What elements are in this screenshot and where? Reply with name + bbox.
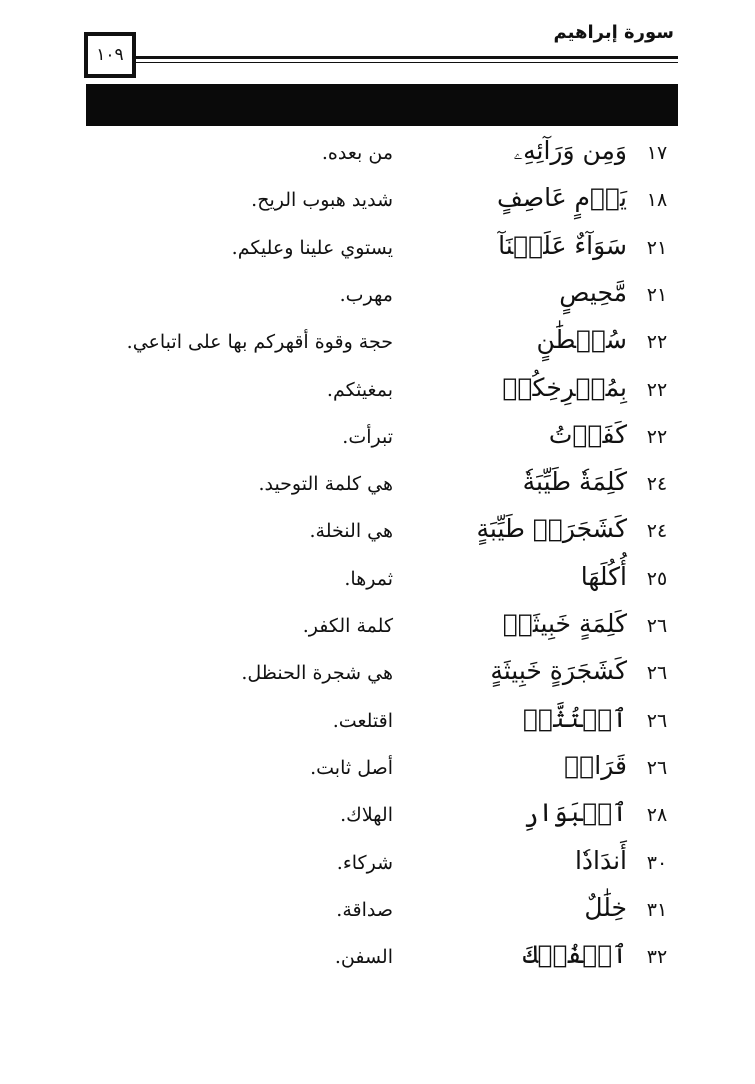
- quran-word: أُكُلَهَا: [580, 561, 627, 591]
- page-number: ١٠٩: [84, 32, 136, 78]
- word-meaning: شركاء.: [336, 851, 393, 874]
- word-meaning: من بعده.: [321, 142, 393, 164]
- quran-word: خِلَٰلٌ: [584, 892, 627, 922]
- verse-number: ٢٦: [646, 709, 668, 732]
- quran-word: كَلِمَةٗ طَيِّبَةٗ: [522, 467, 627, 497]
- quran-word: بِمُصۡرِخِكُمۡ: [502, 372, 627, 402]
- word-meaning: هي كلمة التوحيد.: [258, 473, 393, 496]
- verse-number: ٢٦: [646, 662, 668, 685]
- quran-word: ٱلۡبَوَارِ: [523, 798, 627, 828]
- surah-title: سورة إبراهيم: [553, 22, 674, 43]
- quran-word: أَندَادٗا: [574, 845, 627, 875]
- word-meaning: كلمة الكفر.: [302, 615, 393, 637]
- quran-word: يَوۡمٍ عَاصِفٍ: [496, 183, 627, 213]
- word-meaning: صداقة.: [336, 898, 393, 921]
- list-item: [0, 702, 755, 748]
- word-meaning: اقتلعت.: [332, 709, 393, 732]
- list-item: [0, 181, 755, 227]
- verse-number: ٢٢: [646, 425, 668, 448]
- quran-word: سُلۡطَٰنٍ: [536, 325, 627, 355]
- quran-word: مَّحِيصٍ: [559, 277, 627, 307]
- word-meaning: هي شجرة الحنظل.: [241, 662, 393, 685]
- verse-number: ٣١: [646, 898, 668, 921]
- word-meaning: هي النخلة.: [309, 520, 393, 543]
- verse-number: ١٨: [646, 189, 668, 212]
- list-item: [0, 891, 755, 937]
- verse-number: ٢٢: [646, 331, 668, 354]
- quran-word: وَمِن وَرَآئِهِۦ: [513, 136, 627, 165]
- verse-number: ٢٢: [646, 378, 668, 401]
- list-item: [0, 465, 755, 511]
- verse-number: ٢٤: [646, 520, 668, 543]
- word-meaning: مهرب.: [339, 283, 393, 306]
- quran-word: كَشَجَرَةٍ خَبِيثَةٍ: [490, 656, 627, 686]
- quran-word: كَشَجَرَةٖ طَيِّبَةٍ: [476, 514, 627, 544]
- quran-word: كَفَرۡتُ: [548, 419, 627, 449]
- word-meaning: بمغيثكم.: [326, 378, 393, 401]
- quran-word: كَلِمَةٍ خَبِيثَةٖ: [502, 609, 627, 638]
- verse-number: ٢١: [646, 236, 668, 259]
- list-item: [0, 796, 755, 842]
- word-meaning: السفن.: [334, 946, 393, 969]
- word-meaning: شديد هبوب الريح.: [251, 189, 393, 212]
- word-meaning: يستوي علينا وعليكم.: [231, 236, 393, 259]
- list-item: [0, 938, 755, 984]
- list-item: [0, 654, 755, 700]
- list-item: [0, 607, 755, 653]
- header-rule-thin: [136, 62, 678, 63]
- word-meaning: حجة وقوة أقهركم بها على اتباعي.: [126, 331, 393, 354]
- word-meaning: تبرأت.: [342, 425, 393, 448]
- list-item: [0, 844, 755, 890]
- verse-number: ٢٦: [646, 756, 668, 779]
- list-item: [0, 560, 755, 606]
- header-band: [86, 84, 678, 126]
- list-item: [0, 323, 755, 369]
- verse-number: ٢٥: [646, 567, 668, 590]
- quran-word: سَوَآءٌ عَلَيۡنَآ: [498, 230, 627, 260]
- quran-word: ٱجۡتُثَّتۡ: [523, 703, 627, 733]
- verse-number: ٣٠: [646, 851, 668, 874]
- list-item: [0, 371, 755, 417]
- word-meaning: أصل ثابت.: [310, 756, 393, 779]
- verse-number: ٢١: [646, 283, 668, 306]
- page-header: [84, 22, 678, 82]
- list-item: [0, 418, 755, 464]
- verse-number: ٢٦: [646, 615, 668, 637]
- quran-word: ٱلۡفُلۡكَ: [523, 940, 627, 970]
- word-meaning: الهلاك.: [340, 804, 393, 827]
- word-meaning: ثمرها.: [344, 567, 393, 590]
- list-item: [0, 134, 755, 180]
- list-item: [0, 276, 755, 322]
- verse-number: ٣٢: [646, 946, 668, 969]
- verse-number: ١٧: [646, 142, 668, 164]
- verse-number: ٢٨: [646, 804, 668, 827]
- header-rule-thick: [136, 56, 678, 59]
- list-item: [0, 749, 755, 795]
- list-item: [0, 512, 755, 558]
- quran-word: قَرَارٖ: [564, 750, 627, 780]
- verse-number: ٢٤: [646, 473, 668, 496]
- list-item: [0, 229, 755, 275]
